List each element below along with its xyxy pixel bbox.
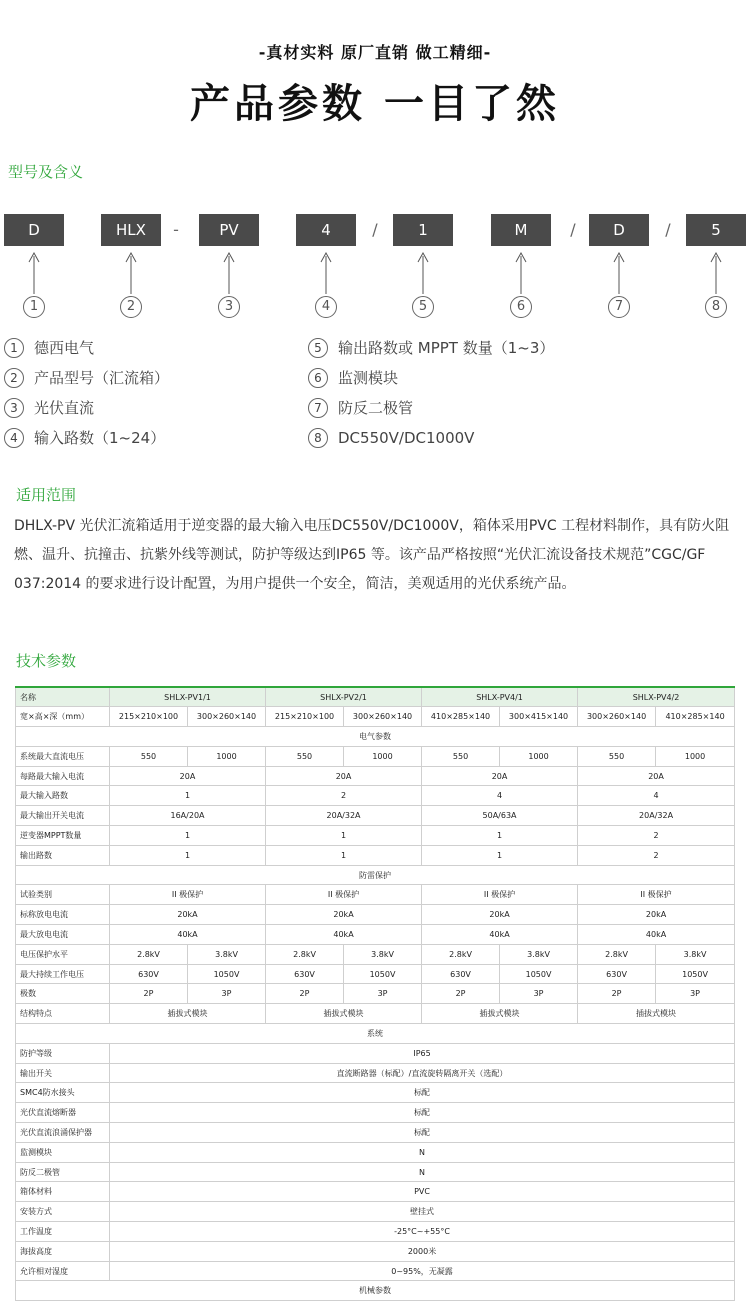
legend-item — [4, 396, 94, 420]
table-cell: 2 — [578, 845, 735, 865]
row-label: 最大输出开关电流 — [16, 806, 110, 826]
up-arrow-icon — [710, 252, 722, 294]
table-cell: 2P — [578, 984, 656, 1004]
circled-number: 7 — [608, 296, 630, 318]
table-row — [16, 1004, 735, 1024]
table-cell: 防雷保护 — [16, 865, 735, 885]
row-label: 电压保护水平 — [16, 944, 110, 964]
table-row — [16, 746, 735, 766]
table-row — [16, 845, 735, 865]
table-cell: 410×285×140 — [422, 707, 500, 727]
table-cell: 20A — [266, 766, 422, 786]
table-cell: 550 — [578, 746, 656, 766]
table-cell: 550 — [110, 746, 188, 766]
row-label: 监测模块 — [16, 1142, 110, 1162]
table-cell: II 极保护 — [578, 885, 735, 905]
table-cell: PVC — [110, 1182, 735, 1202]
table-row — [16, 1063, 735, 1083]
scope-section-title: 适用范围 — [16, 486, 77, 504]
table-cell: 40kA — [578, 925, 735, 945]
table-cell: 1 — [110, 826, 266, 846]
model-section-title: 型号及含义 — [8, 163, 84, 181]
table-cell: 215×210×100 — [110, 707, 188, 727]
table-row — [16, 1261, 735, 1281]
table-cell: 3.8kV — [344, 944, 422, 964]
table-cell: 1050V — [656, 964, 735, 984]
table-cell: 2000米 — [110, 1241, 735, 1261]
table-row — [16, 964, 735, 984]
row-label: 逆变器MPPT数量 — [16, 826, 110, 846]
scope-description: DHLX-PV 光伏汇流箱适用于逆变器的最大输入电压DC550V/DC1000V，箱体采用PVC 工程材料制作，具有防火阻燃、温升、抗撞击、抗紫外线等测试，防护等级达到IP65 等。该产品严格按照“光伏汇流设备技术规范”CGC/GF 037:2014 的要求进行设计配置，为用户提供一个安全，简洁，美观适用的光伏系统产品。 — [14, 518, 730, 592]
up-arrow-icon — [515, 252, 527, 294]
table-cell: 3P — [344, 984, 422, 1004]
up-arrow-icon — [125, 252, 137, 294]
table-cell: 300×260×140 — [188, 707, 266, 727]
table-cell: 1 — [422, 845, 578, 865]
table-cell: 550 — [266, 746, 344, 766]
table-cell: 2P — [422, 984, 500, 1004]
table-row — [16, 1142, 735, 1162]
code-box-1: D — [4, 214, 64, 246]
table-cell: 插拔式模块 — [266, 1004, 422, 1024]
circled-number: 4 — [315, 296, 337, 318]
table-cell: 2.8kV — [422, 944, 500, 964]
legend-item — [308, 426, 474, 450]
code-separator: / — [570, 220, 576, 239]
table-cell: 机械参数 — [16, 1281, 735, 1301]
table-cell: 0~95%，无凝露 — [110, 1261, 735, 1281]
table-cell: 2.8kV — [266, 944, 344, 964]
table-row — [16, 1222, 735, 1242]
legend-item — [4, 336, 94, 360]
table-cell: 1 — [110, 786, 266, 806]
table-row — [16, 1083, 735, 1103]
row-label: 最大放电电流 — [16, 925, 110, 945]
group-header-row — [16, 727, 735, 747]
table-cell: 标配 — [110, 1103, 735, 1123]
table-cell: 40kA — [266, 925, 422, 945]
row-label: 极数 — [16, 984, 110, 1004]
table-cell: SHLX-PV4/1 — [422, 687, 578, 707]
table-cell: 2P — [110, 984, 188, 1004]
circled-number: 2 — [4, 368, 24, 388]
circled-number: 3 — [218, 296, 240, 318]
table-cell: 系统 — [16, 1024, 735, 1044]
legend-item — [308, 366, 398, 390]
code-separator: / — [372, 220, 378, 239]
table-cell: 电气参数 — [16, 727, 735, 747]
legend-text: DC550V/DC1000V — [338, 429, 475, 447]
group-header-row — [16, 1281, 735, 1301]
table-cell: 2 — [266, 786, 422, 806]
table-cell: 20kA — [110, 905, 266, 925]
up-arrow-icon — [28, 252, 40, 294]
table-row — [16, 1241, 735, 1261]
table-cell: 1050V — [344, 964, 422, 984]
legend-text: 产品型号（汇流箱） — [34, 369, 170, 387]
row-label: 箱体材料 — [16, 1182, 110, 1202]
table-cell: 1000 — [188, 746, 266, 766]
table-cell: 20A/32A — [266, 806, 422, 826]
row-label: 最大输入路数 — [16, 786, 110, 806]
table-cell: 2.8kV — [110, 944, 188, 964]
table-cell: 2 — [578, 826, 735, 846]
legend-item — [4, 366, 169, 390]
table-cell: 1000 — [500, 746, 578, 766]
table-cell: 40kA — [110, 925, 266, 945]
table-cell: 20kA — [422, 905, 578, 925]
table-cell: 630V — [110, 964, 188, 984]
table-cell: II 极保护 — [266, 885, 422, 905]
table-cell: 1050V — [500, 964, 578, 984]
page-title: 产品参数 一目了然 — [190, 81, 560, 127]
table-cell: 3.8kV — [656, 944, 735, 964]
circled-number: 6 — [308, 368, 328, 388]
spec-table — [15, 686, 735, 1301]
table-cell: 3P — [500, 984, 578, 1004]
table-cell: SHLX-PV4/2 — [578, 687, 735, 707]
table-cell: 3P — [656, 984, 735, 1004]
table-cell: 630V — [266, 964, 344, 984]
table-row — [16, 786, 735, 806]
table-cell: 3P — [188, 984, 266, 1004]
table-cell: 4 — [578, 786, 735, 806]
table-cell: 20kA — [578, 905, 735, 925]
table-cell: 1 — [266, 826, 422, 846]
up-arrow-icon — [320, 252, 332, 294]
legend-item — [4, 426, 165, 450]
table-row — [16, 1182, 735, 1202]
code-box-7: D — [589, 214, 649, 246]
table-cell: 1 — [422, 826, 578, 846]
table-cell: 2P — [266, 984, 344, 1004]
row-label: 输出路数 — [16, 845, 110, 865]
table-row — [16, 885, 735, 905]
code-box-3: PV — [199, 214, 259, 246]
legend-item — [308, 336, 554, 360]
circled-number: 7 — [308, 398, 328, 418]
table-cell: 插拔式模块 — [422, 1004, 578, 1024]
code-box-8: 5 — [686, 214, 746, 246]
table-row — [16, 766, 735, 786]
code-box-4: 4 — [296, 214, 356, 246]
legend-text: 监测模块 — [338, 369, 399, 387]
up-arrow-icon — [417, 252, 429, 294]
table-row — [16, 905, 735, 925]
legend-text: 输出路数或 MPPT 数量（1~3） — [338, 339, 555, 357]
table-cell: 20A — [110, 766, 266, 786]
legend-text: 德西电气 — [34, 339, 95, 357]
row-label: 系统最大直流电压 — [16, 746, 110, 766]
table-cell: 1 — [266, 845, 422, 865]
table-cell: 40kA — [422, 925, 578, 945]
group-header-row — [16, 865, 735, 885]
row-label: SMC4防水接头 — [16, 1083, 110, 1103]
up-arrow-icon — [613, 252, 625, 294]
table-cell: 16A/20A — [110, 806, 266, 826]
group-header-row — [16, 1024, 735, 1044]
legend-text: 光伏直流 — [34, 399, 95, 417]
table-row — [16, 1043, 735, 1063]
table-cell: -25°C~+55°C — [110, 1222, 735, 1242]
table-row — [16, 826, 735, 846]
table-row — [16, 1162, 735, 1182]
table-cell: 20A — [422, 766, 578, 786]
up-arrow-icon — [223, 252, 235, 294]
table-cell: 300×260×140 — [578, 707, 656, 727]
table-cell: 300×415×140 — [500, 707, 578, 727]
table-cell: 50A/63A — [422, 806, 578, 826]
row-label: 标称放电电流 — [16, 905, 110, 925]
table-cell: 插拔式模块 — [110, 1004, 266, 1024]
table-cell: 壁挂式 — [110, 1202, 735, 1222]
table-cell: 标配 — [110, 1083, 735, 1103]
table-cell: 1000 — [344, 746, 422, 766]
row-label: 最大持续工作电压 — [16, 964, 110, 984]
table-cell: N — [110, 1142, 735, 1162]
row-label: 防护等级 — [16, 1043, 110, 1063]
legend-text: 防反二极管 — [338, 399, 414, 417]
table-cell: 3.8kV — [500, 944, 578, 964]
circled-number: 1 — [23, 296, 45, 318]
row-label: 安装方式 — [16, 1202, 110, 1222]
circled-number: 6 — [510, 296, 532, 318]
table-cell: 1 — [110, 845, 266, 865]
code-box-5: 1 — [393, 214, 453, 246]
table-cell: 直流断路器（标配）/直流旋转隔离开关（选配） — [110, 1063, 735, 1083]
circled-number: 4 — [4, 428, 24, 448]
row-label: 光伏直流浪涌保护器 — [16, 1123, 110, 1143]
code-box-2: HLX — [101, 214, 161, 246]
header-row — [16, 687, 735, 707]
table-cell: 20kA — [266, 905, 422, 925]
table-row — [16, 707, 735, 727]
table-row — [16, 1123, 735, 1143]
table-row — [16, 944, 735, 964]
circled-number: 1 — [4, 338, 24, 358]
table-row — [16, 1103, 735, 1123]
table-cell: 630V — [578, 964, 656, 984]
row-label: 海拔高度 — [16, 1241, 110, 1261]
table-cell: 20A — [578, 766, 735, 786]
code-separator: / — [665, 220, 671, 239]
table-row — [16, 925, 735, 945]
table-cell: SHLX-PV1/1 — [110, 687, 266, 707]
table-cell: 630V — [422, 964, 500, 984]
row-label: 结构特点 — [16, 1004, 110, 1024]
circled-number: 8 — [705, 296, 727, 318]
table-cell: 410×285×140 — [656, 707, 735, 727]
table-cell: 300×260×140 — [344, 707, 422, 727]
row-label: 每路最大输入电流 — [16, 766, 110, 786]
legend-item — [308, 396, 413, 420]
table-row — [16, 984, 735, 1004]
circled-number: 5 — [412, 296, 434, 318]
table-cell: IP65 — [110, 1043, 735, 1063]
circled-number: 3 — [4, 398, 24, 418]
table-cell: 215×210×100 — [266, 707, 344, 727]
table-cell: II 极保护 — [422, 885, 578, 905]
row-label: 输出开关 — [16, 1063, 110, 1083]
table-cell: 20A/32A — [578, 806, 735, 826]
row-label: 工作温度 — [16, 1222, 110, 1242]
table-cell: 550 — [422, 746, 500, 766]
circled-number: 5 — [308, 338, 328, 358]
legend-text: 输入路数（1~24） — [34, 429, 166, 447]
circled-number: 8 — [308, 428, 328, 448]
code-box-6: M — [491, 214, 551, 246]
table-cell: 4 — [422, 786, 578, 806]
table-cell: N — [110, 1162, 735, 1182]
table-row — [16, 1202, 735, 1222]
tech-section-title: 技术参数 — [16, 652, 77, 670]
code-separator: - — [173, 220, 179, 239]
row-label: 名称 — [16, 687, 110, 707]
table-cell: 标配 — [110, 1123, 735, 1143]
table-cell: 2.8kV — [578, 944, 656, 964]
table-cell: II 极保护 — [110, 885, 266, 905]
table-cell: 插拔式模块 — [578, 1004, 735, 1024]
row-label: 试验类别 — [16, 885, 110, 905]
row-label: 光伏直流熔断器 — [16, 1103, 110, 1123]
table-cell: 3.8kV — [188, 944, 266, 964]
row-label: 防反二极管 — [16, 1162, 110, 1182]
row-label: 允许相对湿度 — [16, 1261, 110, 1281]
row-label: 宽×高×深（mm） — [16, 707, 110, 727]
table-cell: 1000 — [656, 746, 735, 766]
table-row — [16, 806, 735, 826]
slogan: -真材实料 原厂直销 做工精细- — [258, 43, 492, 62]
table-cell: SHLX-PV2/1 — [266, 687, 422, 707]
table-cell: 1050V — [188, 964, 266, 984]
circled-number: 2 — [120, 296, 142, 318]
